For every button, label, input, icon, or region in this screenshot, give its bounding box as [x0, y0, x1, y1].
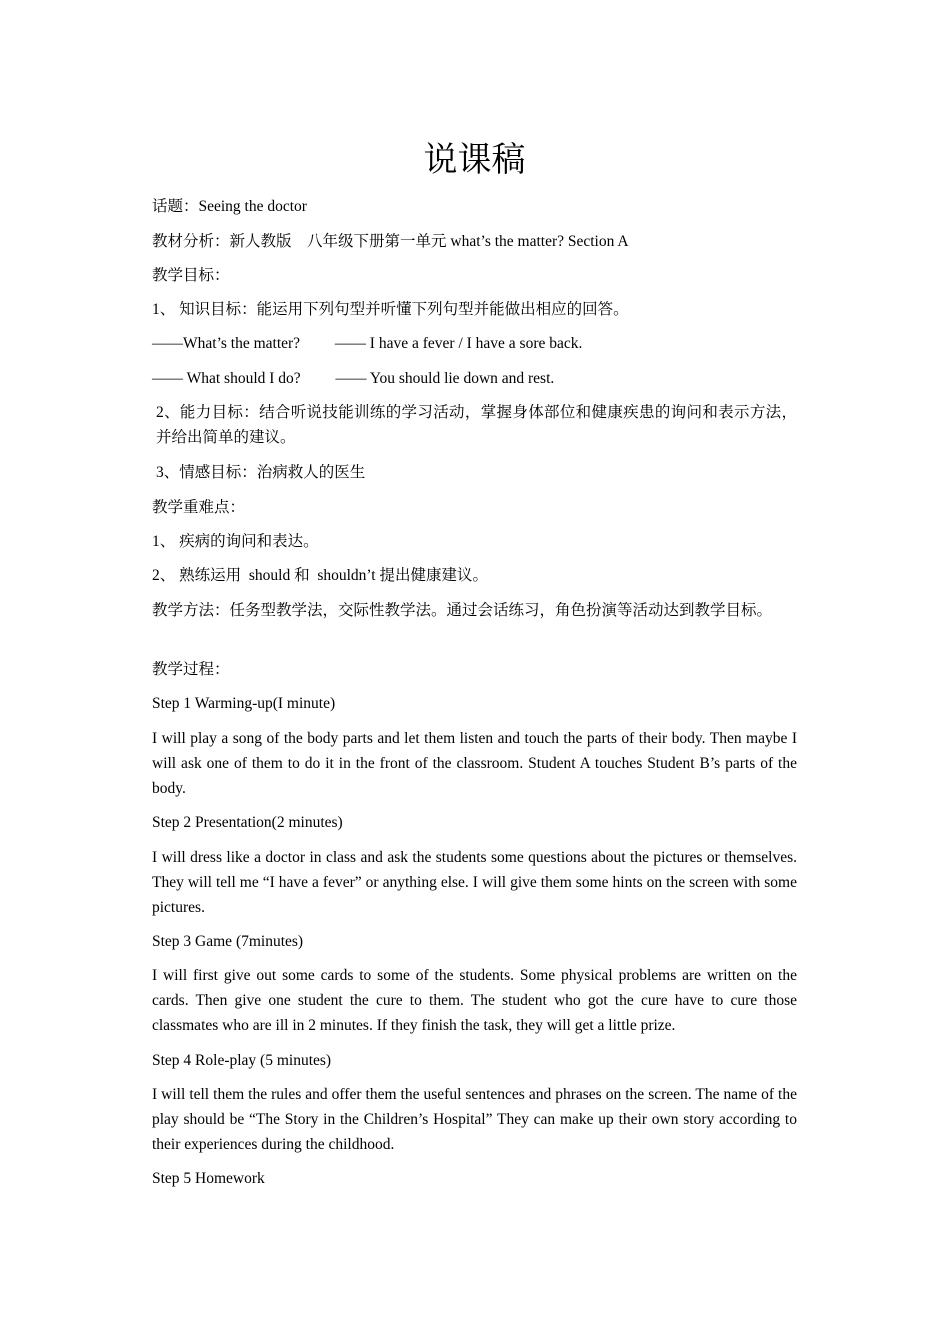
dialogue-line-1: ——What’s the matter? —— I have a fever / I have a sore back.	[152, 335, 583, 352]
key-points-heading: 教学重难点：	[152, 499, 246, 516]
objective-ability: 2、能力目标：结合听说技能训练的学习活动，掌握身体部位和健康疾患的询问和表示方法，并给出简单的建议。	[156, 404, 797, 446]
step-2-title: Step 2 Presentation(2 minutes)	[152, 814, 343, 831]
step-3-title: Step 3 Game (7minutes)	[152, 933, 304, 950]
step-4-title: Step 4 Role-play (5 minutes)	[152, 1052, 332, 1069]
teaching-methods: 教学方法：任务型教学法，交际性教学法。通过会话练习，角色扮演等活动达到教学目标。	[152, 602, 773, 619]
key-point-1: 1、 疾病的询问和表达。	[152, 533, 319, 550]
material-analysis: 教材分析：新人教版 八年级下册第一单元 what’s the matter? Section A	[152, 233, 629, 250]
process-heading: 教学过程：	[152, 661, 230, 678]
objective-emotion: 3、情感目标：治病救人的医生	[156, 464, 366, 481]
step-2-body: I will dress like a doctor in class and ask the students some questions about the pictures or themselves. They will tell me “I have a fever” or anything else. I will give them some hints on the screen with some pictures.	[152, 849, 797, 916]
objective-knowledge: 1、 知识目标：能运用下列句型并听懂下列句型并能做出相应的回答。	[152, 301, 629, 318]
step-1-body: I will play a song of the body parts and let them listen and touch the parts of their body. Then maybe I will ask one of them to do it in the front of the classroom. Student A touches Student B’s parts of the body.	[152, 730, 797, 797]
step-4-body: I will tell them the rules and offer them the useful sentences and phrases on the screen. The name of the play should be “The Story in the Children’s Hospital” They can make up their own story according to their experiences during the childhood.	[152, 1086, 797, 1153]
step-3-body: I will first give out some cards to some of the students. Some physical problems are written on the cards. Then give one student the cure to them. The student who got the cure have to cure those classmates who are ill in 2 minutes. If they finish the task, they will get a little prize.	[152, 967, 797, 1034]
step-1-title: Step 1 Warming-up(I minute)	[152, 695, 336, 712]
step-5-title: Step 5 Homework	[152, 1170, 265, 1187]
topic-line: 话题：Seeing the doctor	[152, 198, 307, 215]
page-title: 说课稿	[423, 142, 526, 179]
dialogue-line-2: —— What should I do? —— You should lie down and rest.	[152, 370, 555, 387]
objectives-heading: 教学目标：	[152, 267, 230, 284]
key-point-2: 2、 熟练运用 should 和 shouldn’t 提出健康建议。	[152, 567, 488, 584]
